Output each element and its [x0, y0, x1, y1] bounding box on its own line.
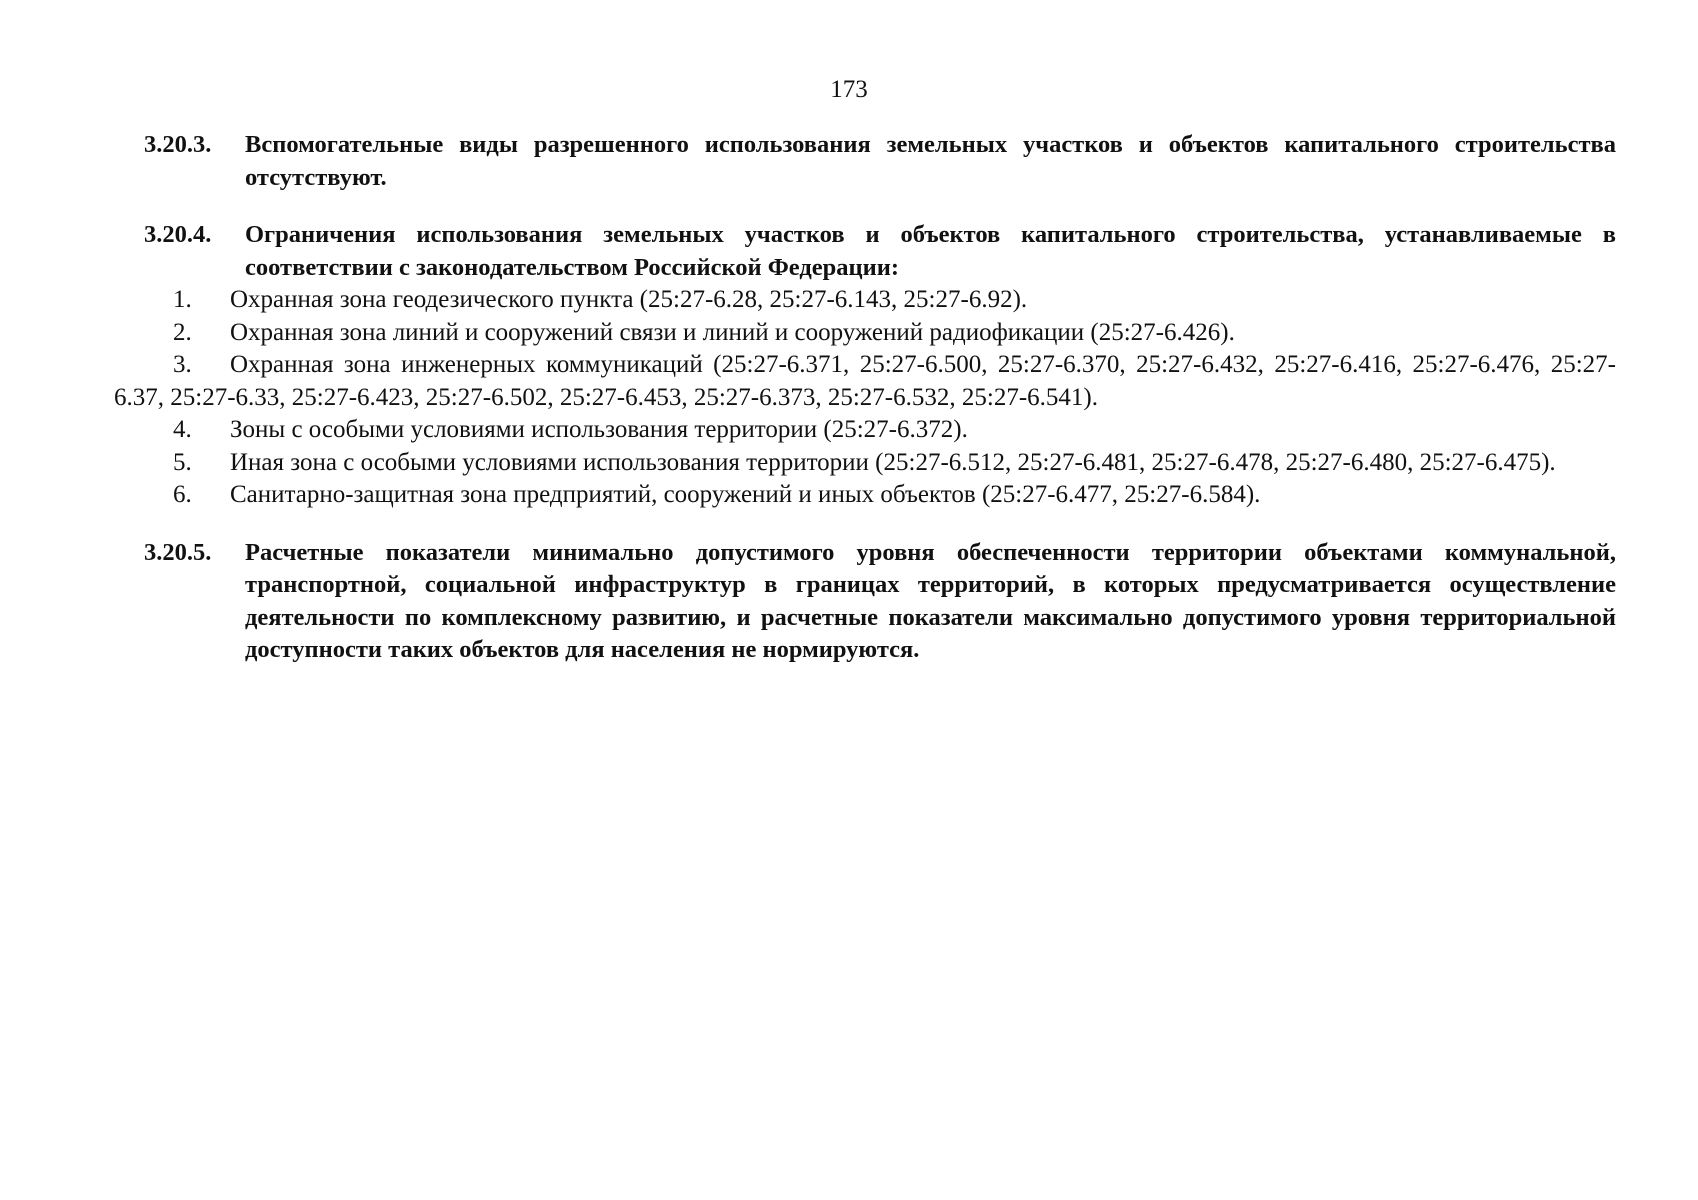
document-body — [114, 129, 1616, 692]
list-item — [114, 349, 1616, 414]
section-number: 3.20.3. — [144, 131, 212, 158]
list-item-number: 5. — [173, 448, 192, 476]
section-3-20-3 — [114, 129, 1616, 194]
list-item-number: 3. — [173, 351, 192, 378]
section-heading: Расчетные показатели минимально допустимого уровня обеспеченности территории объектами коммунальной, транспортной, социальной инфраструктур в границах территорий, в которых предусматривается осуществление деятельности по комплексному развитию, и расчетные показатели максимально допустимого уровня территориальной доступности таких объектов для населения не нормируются. — [245, 538, 1616, 663]
section-3-20-4 — [114, 219, 1616, 284]
list-item-number: 2. — [173, 318, 192, 346]
list-item-text: Иная зона с особыми условиями использования территории (25:27-6.512, 25:27-6.481, 25:27-6.478, 25:27-6.480, 25:27-6.475). — [230, 448, 1556, 476]
section-heading: Ограничения использования земельных участков и объектов капитального строительства, устанавливаемые в соответствии с законодательством Российской Федерации: — [245, 221, 1616, 281]
list-item-text: Санитарно-защитная зона предприятий, сооружений и иных объектов (25:27-6.477, 25:27-6.584). — [230, 481, 1261, 508]
list-item — [114, 317, 1616, 350]
list-item-text: Охранная зона геодезического пункта (25:27-6.28, 25:27-6.143, 25:27-6.92). — [230, 286, 1028, 313]
section-number: 3.20.4. — [144, 221, 212, 248]
list-item-number: 1. — [173, 286, 192, 313]
list-item-number: 4. — [173, 416, 192, 443]
list-item-text: Охранная зона линий и сооружений связи и линий и сооружений радиофикации (25:27-6.426). — [230, 318, 1235, 346]
list-item-text: Зоны с особыми условиями использования территории (25:27-6.372). — [230, 416, 968, 443]
section-number: 3.20.5. — [144, 538, 212, 566]
list-item-text: Охранная зона инженерных коммуникаций (25:27-6.371, 25:27-6.500, 25:27-6.370, 25:27-6.432, 25:27-6.416, 25:27-6.476, 25:27-6.37, 25:27-6.33, 25:27-6.423, 25:27-6.502, 25:27-6.453, 25:27-6.373, 25:27-6.532, 25:27-6.541). — [114, 351, 1616, 411]
list-item — [114, 479, 1616, 512]
section-heading: Вспомогательные виды разрешенного использования земельных участков и объектов капитального строительства отсутствуют. — [245, 131, 1616, 191]
restrictions-list — [114, 284, 1616, 512]
list-item — [114, 447, 1616, 480]
list-item-number: 6. — [173, 481, 192, 508]
list-item — [114, 284, 1616, 317]
list-item — [114, 414, 1616, 447]
section-3-20-5 — [114, 537, 1616, 667]
page-number: 173 — [830, 76, 868, 103]
